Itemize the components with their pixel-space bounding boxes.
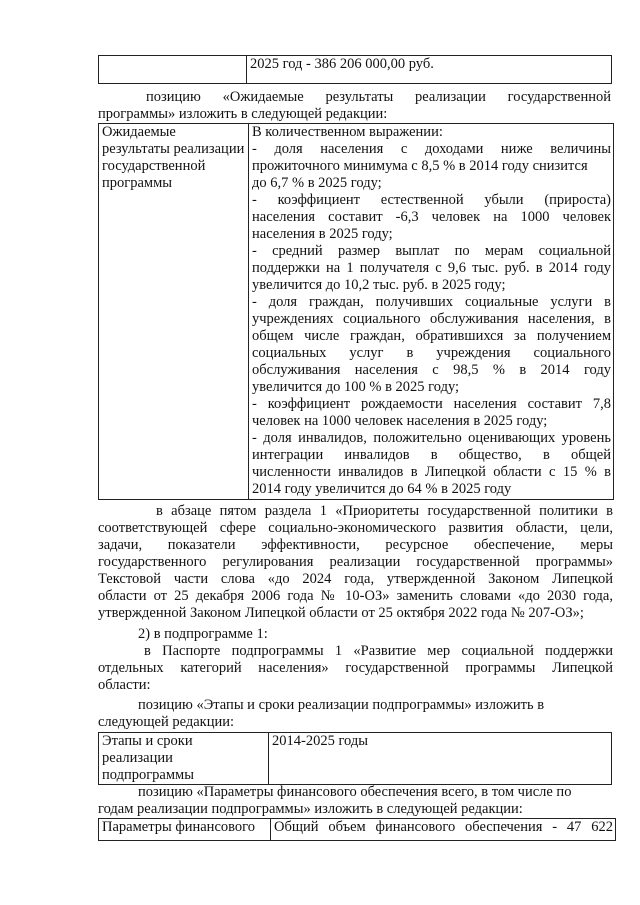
text-line: в абзаце пятом раздела 1 «Приоритеты государственной политики в	[156, 503, 613, 519]
stages-table	[98, 732, 612, 785]
finance-label: Параметры финансового	[102, 819, 255, 835]
results-line: В количественном выражении:	[252, 124, 443, 140]
text-line: соответствующей сфере социально-экономического развития области, цели,	[98, 520, 613, 536]
results-line: - доля граждан, получивших социальные услуги в	[252, 294, 611, 310]
results-line: поддержки на 1 получателя с 9,6 тыс. руб. в 2014 году	[252, 260, 611, 276]
text-line: 2) в подпрограмме 1:	[138, 626, 268, 642]
top-table	[98, 55, 612, 84]
stages-value-cell	[269, 733, 612, 785]
finance-value: Общий объем финансового обеспечения - 47 622	[274, 819, 613, 835]
results-line: человек на 1000 человек населения в 2025 году;	[252, 413, 548, 429]
results-line: - коэффициент естественной убыли (прироста)	[252, 192, 611, 208]
paragraph-finance-intro	[98, 784, 588, 818]
text-line: отдельных категорий населения» государственной программы Липецкой	[98, 660, 613, 676]
stages-value: 2014-2025 годы	[272, 733, 368, 749]
paragraph-results-intro	[98, 89, 611, 123]
text-line: в Паспорте подпрограммы 1 «Развитие мер социальной поддержки	[144, 643, 613, 659]
top-table-value-cell	[247, 56, 612, 84]
results-line: увеличится до 10,2 тыс. руб. в 2025 году;	[252, 277, 506, 293]
results-line: - доля инвалидов, положительно оценивающих уровень	[252, 430, 611, 446]
top-table-text: 2025 год - 386 206 000,00 руб.	[250, 56, 434, 72]
results-line: учреждениях социального обслуживания населения, в	[252, 311, 611, 327]
stages-label-line: реализации	[102, 750, 173, 766]
stages-label-line: подпрограммы	[102, 767, 194, 783]
text-line: следующей редакции:	[98, 714, 235, 730]
results-line: прожиточного минимума с 8,5 % в 2014 году снизится	[252, 158, 588, 174]
text-line: области:	[98, 677, 151, 693]
results-label-line: государственной	[102, 158, 206, 174]
results-line: - доля населения с доходами ниже величины	[252, 141, 611, 157]
results-line: социальных услуг в учреждения социального	[252, 345, 611, 361]
finance-value-cell	[271, 819, 616, 841]
text-line: программы» изложить в следующей редакции:	[98, 106, 388, 122]
text-line: годам реализации подпрограммы» изложить в следующей редакции:	[98, 801, 523, 817]
results-line: населения в 2025 году;	[252, 226, 393, 242]
text-line: Текстовой части слова «до 2024 года, утвержденной Законом Липецкой	[98, 571, 613, 587]
results-line: увеличится до 100 % в 2025 году;	[252, 379, 460, 395]
paragraph-section-one	[98, 503, 613, 622]
paragraph-subprogram-heading	[138, 626, 268, 643]
results-line: до 6,7 % в 2025 году;	[252, 175, 382, 191]
paragraph-stages-intro	[98, 697, 568, 731]
text-line: позицию «Ожидаемые результаты реализации государственной	[146, 89, 611, 105]
results-line: обслуживания населения с 98,5 % в 2014 году	[252, 362, 611, 378]
text-line: задачи, показатели эффективности, ресурсное обеспечение, меры	[98, 537, 613, 553]
results-label-line: Ожидаемые	[102, 124, 176, 140]
top-table-label-cell	[99, 56, 247, 84]
stages-label-line: Этапы и сроки	[102, 733, 193, 749]
text-line: утвержденной Законом Липецкой области от 25 октября 2022 года № 207-ОЗ»;	[98, 605, 584, 621]
finance-label-cell	[99, 819, 271, 841]
results-label-cell	[99, 124, 249, 500]
results-line: - коэффициент рождаемости населения составит 7,8	[252, 396, 611, 412]
results-line: численности инвалидов в Липецкой области с 15 % в	[252, 464, 611, 480]
text-line: позицию «Параметры финансового обеспечения всего, в том числе по	[138, 784, 572, 800]
paragraph-passport	[98, 643, 613, 694]
results-line: 2014 году увеличится до 64 % в 2025 году	[252, 481, 512, 497]
text-line: позицию «Этапы и сроки реализации подпрограммы» изложить в	[138, 697, 545, 713]
results-line: населения составит -6,3 человек на 1000 человек	[252, 209, 611, 225]
results-line: интеграции инвалидов в общество, в общей	[252, 447, 611, 463]
results-table	[98, 123, 614, 500]
text-line: области от 25 декабря 2006 года № 10-ОЗ» заменить словами «до 2030 года,	[98, 588, 613, 604]
results-line: общем числе граждан, обратившихся за получением	[252, 328, 611, 344]
stages-label-cell	[99, 733, 269, 785]
results-value-cell	[249, 124, 614, 500]
results-line: - средний размер выплат по мерам социальной	[252, 243, 611, 259]
text-line: государственного регулирования реализации государственной программы»	[98, 554, 613, 570]
results-label-line: результаты реализации	[102, 141, 245, 157]
finance-table	[98, 818, 616, 841]
results-label-line: программы	[102, 175, 172, 191]
